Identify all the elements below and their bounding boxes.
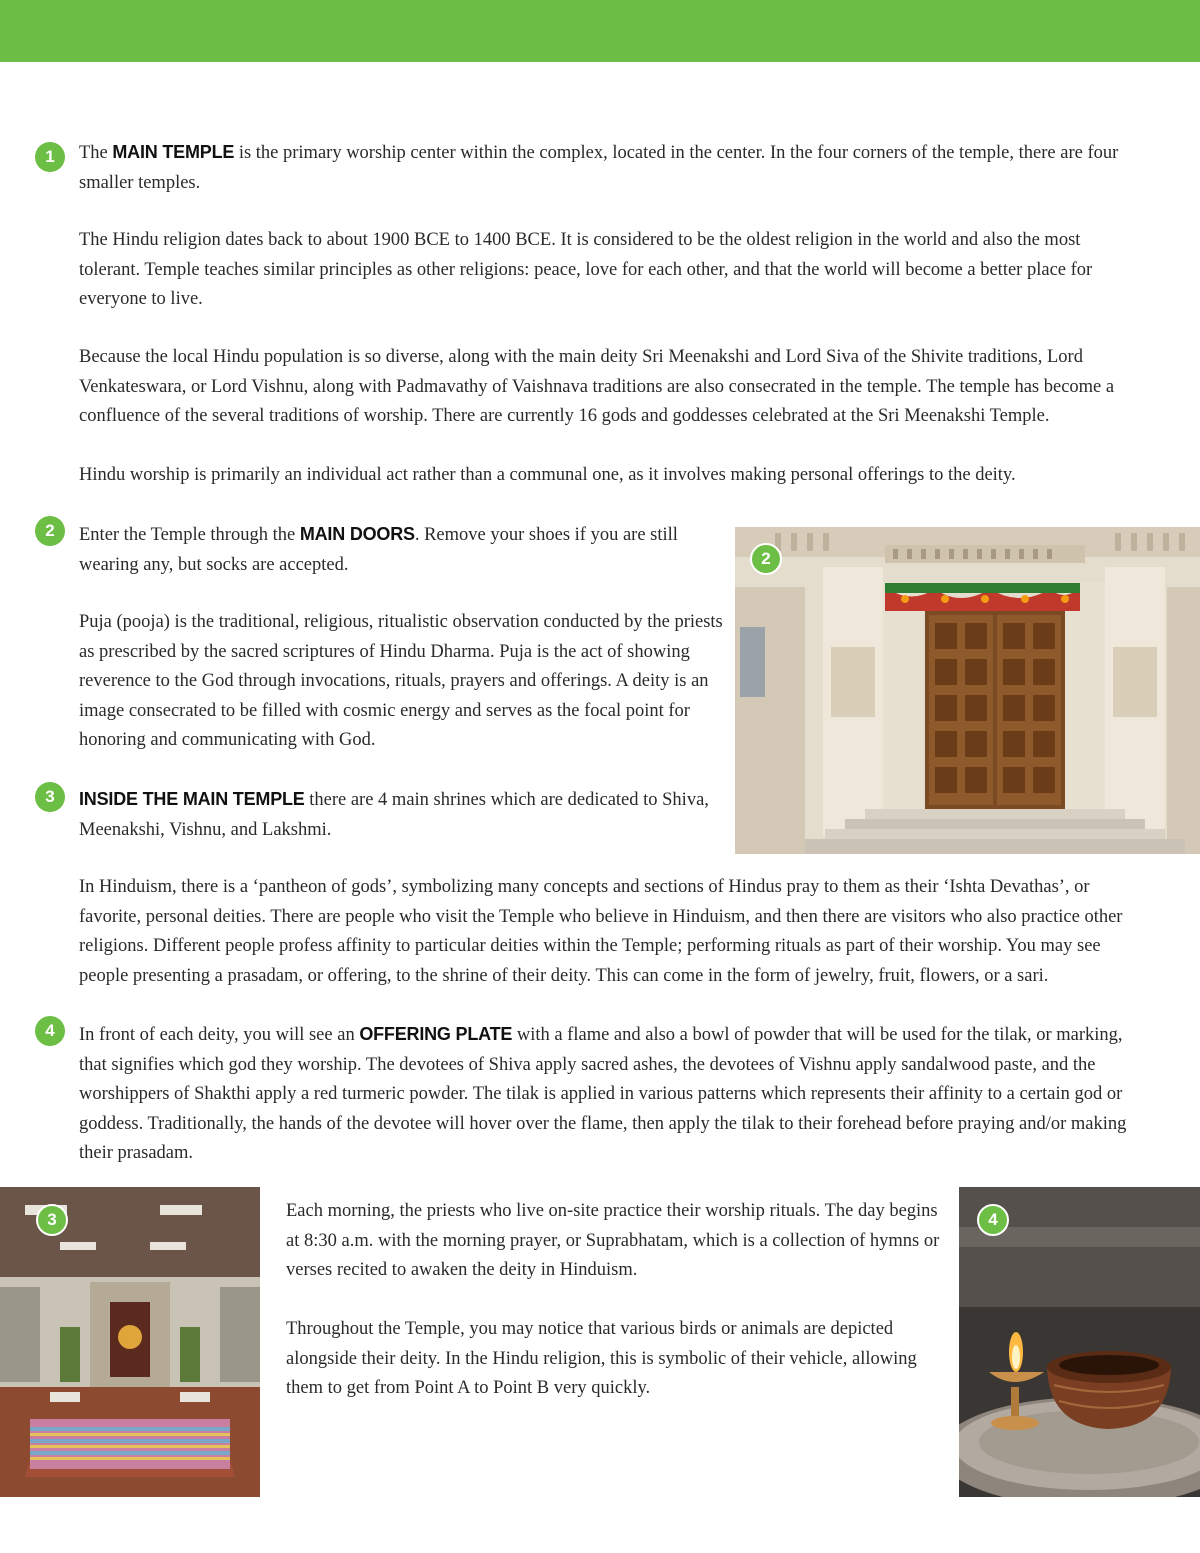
section-1-intro [79, 138, 1139, 198]
temple-hall-illustration [0, 1187, 260, 1497]
section-3-badge: 3 [35, 782, 65, 812]
hindu-history-paragraph: The Hindu religion dates back to about 1900 BCE to 1400 BCE. It is considered to be the oldest religion in the world and also the most tolerant. Temple teaches similar principles as other religions: peace, love for each other, and that the world will become a better place for everyone to live. [79, 230, 1093, 309]
section-1-badge: 1 [35, 142, 65, 172]
inside-temple-heading: INSIDE THE MAIN TEMPLE [79, 789, 305, 809]
section-2-badge: 2 [35, 516, 65, 546]
main-doors-heading: MAIN DOORS [299, 524, 415, 544]
intro-pre: The [79, 143, 113, 163]
section-4-badge: 4 [35, 1016, 65, 1046]
inside-temple-post: there are 4 main shrines which are dedicated to Shiva, Meenakshi, Vishnu, and Lakshmi. [79, 790, 709, 840]
morning-rituals-paragraph: Each morning, the priests who live on-site practice their worship rituals. The day begins at 8:30 a.m. with the morning prayer, or Suprabhatam, which is a collection of hymns or verses recited to awaken the deity in Hinduism. [286, 1201, 940, 1280]
inside-temple-paragraph [79, 785, 719, 845]
main-doors-paragraph [79, 520, 719, 580]
traditions-paragraph: Because the local Hindu population is so diverse, along with the main deity Sri Meenakshi and Lord Siva of the Shivite traditions, Lord Venkateswara, or Lord Vishnu, along with Padmavathy of Vaishnava traditions are also consecrated in the temple. The temple has become a confluence of the several traditions of worship. There are currently 16 gods and goddesses celebrated at the Sri Meenakshi Temple. [79, 347, 1115, 426]
main-doors-photo [735, 527, 1200, 854]
hall-photo-badge: 3 [36, 1204, 68, 1236]
individual-worship-paragraph: Hindu worship is primarily an individual act rather than a communal one, as it involves making personal offerings to the deity. [79, 465, 1016, 485]
offering-post: with a flame and also a bowl of powder that will be used for the tilak, or marking, that signifies which god they worship. The devotees of Shiva apply sacred ashes, the devotees of Vishnu apply sandalwood paste, and the worshippers of Shakthi apply a red turmeric powder. The tilak is applied in various patterns which represents their affinity to a certain god or goddess. Traditionally, the hands of the devotee will hover over the flame, then apply the tilak to their forehead before praying and/or making their prasadam. [79, 1025, 1127, 1163]
pantheon-paragraph: In Hinduism, there is a ‘pantheon of gods’, symbolizing many concepts and sections of Hindus pray to them as their ‘Ishta Devathas’, or favorite, personal deities. There are people who visit the Temple who believe in Hinduism, and then there are visitors who also practice other religions. Different people profess affinity to particular deities within the Temple; performing rituals as part of their worship. You may see people presenting a prasadam, or offering, to the shrine of their deity. This can come in the form of jewelry, fruit, flowers, or a sari. [79, 877, 1123, 986]
main-temple-heading: MAIN TEMPLE [112, 142, 235, 162]
doors-pre: Enter the Temple through the [79, 525, 300, 545]
main-doors-illustration [735, 527, 1200, 854]
offering-pre: In front of each deity, you will see an [79, 1025, 360, 1045]
temple-hall-photo [0, 1187, 260, 1497]
doors-photo-badge: 2 [750, 543, 782, 575]
lamp-photo-badge: 4 [977, 1204, 1009, 1236]
offering-plate-heading: OFFERING PLATE [359, 1024, 513, 1044]
doors-post: . Remove your shoes if you are still wearing any, but socks are accepted. [79, 525, 678, 575]
top-accent-bar [0, 0, 1200, 62]
intro-post: is the primary worship center within the complex, located in the center. In the four corners of the temple, there are four smaller temples. [79, 143, 1119, 193]
vehicle-animals-paragraph: Throughout the Temple, you may notice that various birds or animals are depicted alongside their deity. In the Hindu religion, this is symbolic of their vehicle, allowing them to get from Point A to Point B very quickly. [286, 1319, 917, 1398]
puja-paragraph: Puja (pooja) is the traditional, religious, ritualistic observation conducted by the priests as prescribed by the sacred scriptures of Hindu Dharma. Puja is the act of showing reverence to the God through invocations, rituals, prayers and offerings. A deity is an image consecrated to be filled with cosmic energy and serves as the focal point for honoring and communicating with God. [79, 612, 723, 750]
offering-plate-paragraph [79, 1020, 1139, 1169]
